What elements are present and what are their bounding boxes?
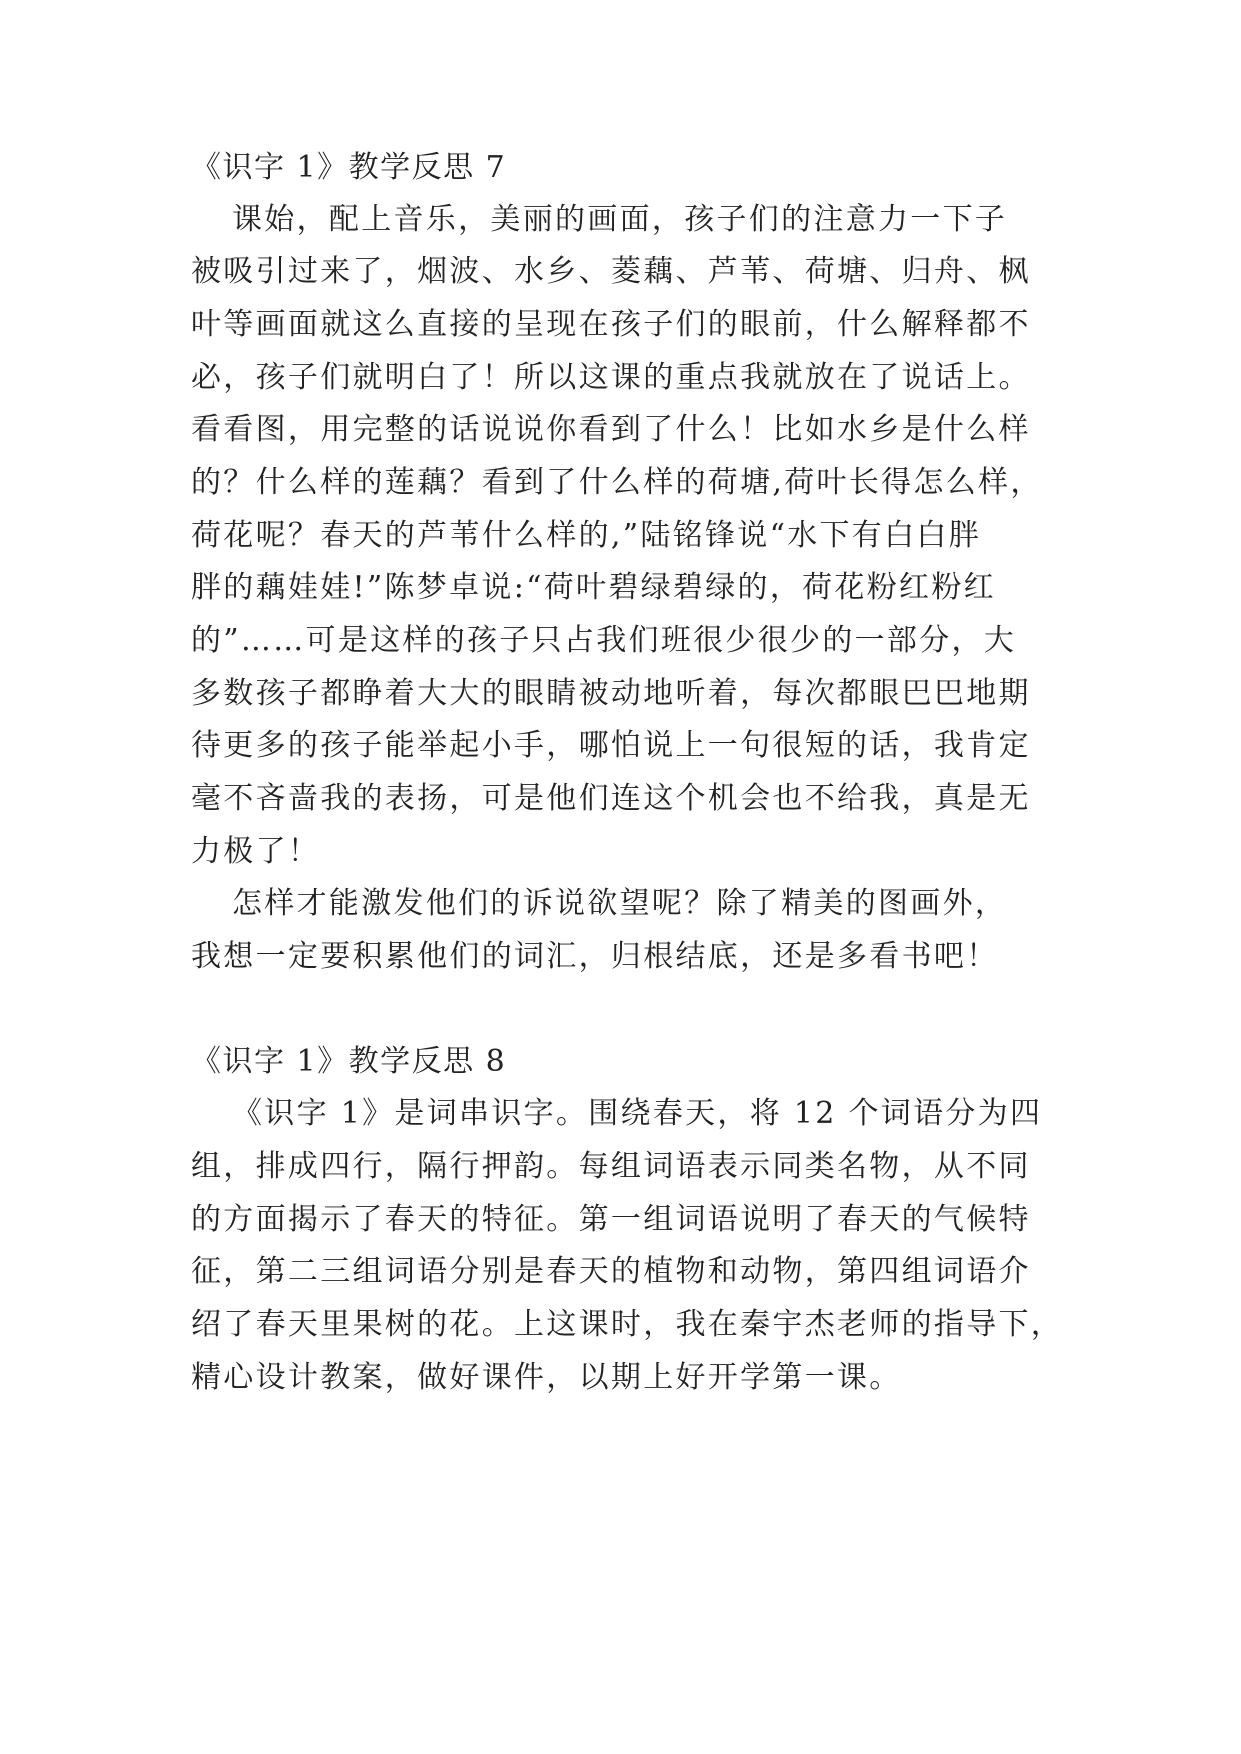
section-7-paragraph-2-line-1: 怎样才能激发他们的诉说欲望呢？除了精美的图画外， [232, 886, 1008, 921]
section-8-title: 《识字 1》教学反思 8 [191, 1044, 507, 1079]
section-7-paragraph-1-line-12: 毫不吝啬我的表扬，可是他们连这个机会也不给我，真是无 [191, 781, 1031, 816]
section-7-paragraph-1-line-7: 荷花呢？春天的芦苇什么样的,”陆铭锋说“水下有白白胖 [191, 518, 982, 553]
section-8-paragraph-1-line-2: 组，排成四行，隔行押韵。每组词语表示同类名物，从不同 [191, 1149, 1031, 1184]
section-7-paragraph-2-line-2: 我想一定要积累他们的词汇，归根结底，还是多看书吧！ [191, 939, 999, 974]
section-7-title: 《识字 1》教学反思 7 [191, 150, 507, 185]
section-7-paragraph-1-line-4: 必，孩子们就明白了！所以这课的重点我就放在了说话上。 [191, 360, 1031, 395]
section-8-paragraph-1-line-3: 的方面揭示了春天的特征。第一组词语说明了春天的气候特 [191, 1202, 1031, 1237]
section-7-paragraph-1-line-11: 待更多的孩子能举起小手，哪怕说上一句很短的话，我肯定 [191, 728, 1031, 763]
section-7-paragraph-1-line-2: 被吸引过来了，烟波、水乡、菱藕、芦苇、荷塘、归舟、枫 [191, 254, 1031, 289]
section-7-paragraph-1-line-8: 胖的藕娃娃!”陈梦卓说:“荷叶碧绿碧绿的，荷花粉红粉红 [191, 570, 996, 605]
section-7-paragraph-1-line-1: 课始，配上音乐，美丽的画面，孩子们的注意力一下子 [232, 202, 1008, 237]
section-8-paragraph-1-line-5: 绍了春天里果树的花。上这课时，我在秦宇杰老师的指导下， [191, 1307, 1064, 1342]
section-8-paragraph-1-line-1: 《识字 1》是词串识字。围绕春天，将 12 个词语分为四 [232, 1096, 1043, 1131]
section-7-paragraph-1-line-5: 看看图，用完整的话说说你看到了什么！比如水乡是什么样 [191, 412, 1031, 447]
section-8-paragraph-1-line-4: 征，第二三组词语分别是春天的植物和动物，第四组词语介 [191, 1254, 1031, 1289]
section-7-paragraph-1-line-13: 力极了！ [191, 834, 321, 869]
section-7-paragraph-1-line-3: 叶等画面就这么直接的呈现在孩子们的眼前，什么解释都不 [191, 307, 1031, 342]
section-7-paragraph-1-line-9: 的”……可是这样的孩子只占我们班很少很少的一部分，大 [191, 623, 1017, 658]
section-7-paragraph-1-line-6: 的？什么样的莲藕？看到了什么样的荷塘,荷叶长得怎么样， [191, 465, 1043, 500]
section-8-paragraph-1-line-6: 精心设计教案，做好课件，以期上好开学第一课。 [191, 1360, 902, 1395]
section-7-paragraph-1-line-10: 多数孩子都睁着大大的眼睛被动地听着，每次都眼巴巴地期 [191, 676, 1031, 711]
